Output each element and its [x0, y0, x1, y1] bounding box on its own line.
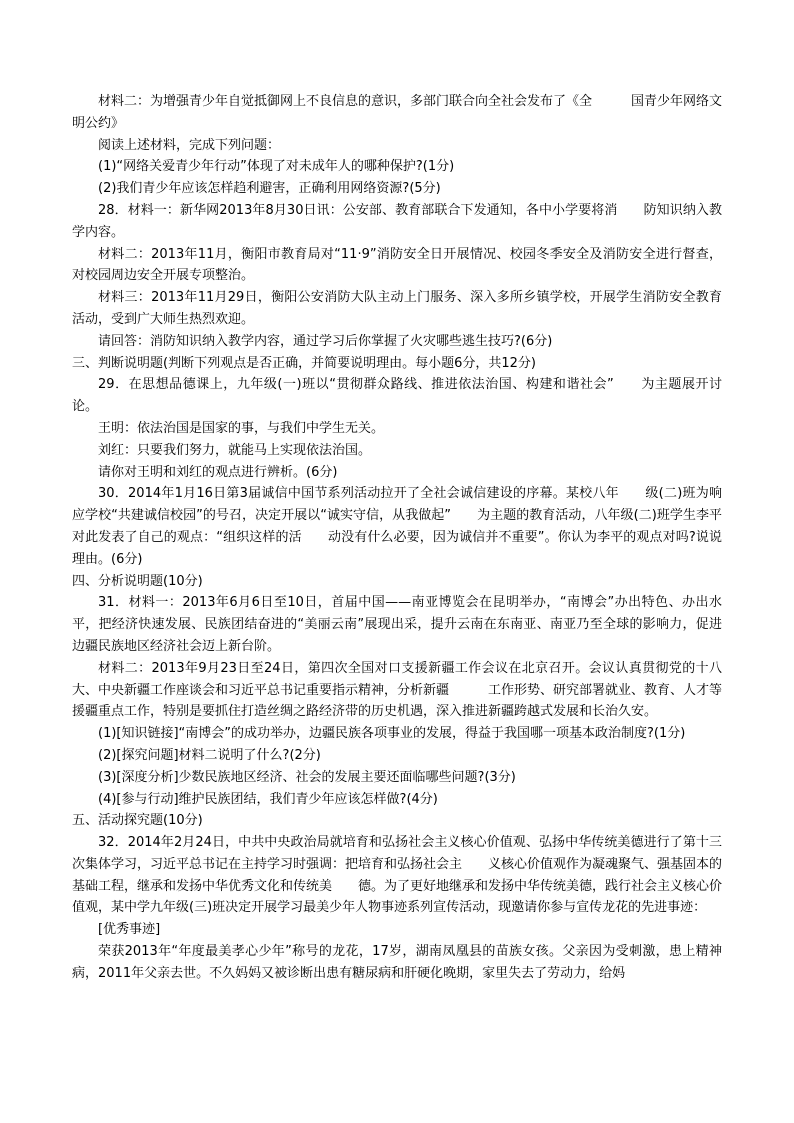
paragraph: 王明：依法治国是国家的事，与我们中学生无关。	[98, 420, 385, 436]
paragraph: (2)[探究问题]材料二说明了什么?(2分)	[98, 747, 321, 763]
paragraph: 材料二：为增强青少年自觉抵御网上不良信息的意识，多部门联合向全社会发布了《全 国青少年网络文明公约》	[72, 94, 723, 131]
paragraph: 荣获2013年“年度最美孝心少年”称号的龙花，17岁，湖南凤凰县的苗族女孩。父亲因为受刺激，患上精神病，2011年父亲去世。不久妈妈又被诊断出患有糖尿病和肝硬化晚期，家里失去了劳动力，给妈	[72, 944, 722, 981]
paragraph: (1)[知识链接]“南博会”的成功举办，边疆民族各项事业的发展，得益于我国哪一项基本政治制度?(1分)	[98, 726, 686, 742]
paragraph: 材料三：2013年11月29日，衡阳公安消防大队主动上门服务、深入多所乡镇学校，开展学生消防安全教育活动，受到广大师生热烈欢迎。	[72, 290, 722, 327]
paragraph: 请回答：消防知识纳入教学内容，通过学习后你掌握了火灾哪些逃生技巧?(6分)	[98, 333, 553, 349]
document-page	[72, 91, 722, 985]
paragraph: 刘红：只要我们努力，就能马上实现依法治国。	[98, 442, 372, 458]
paragraph: 32．2014年2月24日，中共中央政治局就培育和弘扬社会主义核心价值观、弘扬中华传统美德进行了第十三次集体学习，习近平总书记在主持学习时强调：把培育和弘扬社会主 义核心价值观作为凝魂聚气、强基固本的基础工程，继承和发扬中华优秀文化和传统美 德。为了更好地继承和发扬中华传统美德，践行社会主义核心价值观，某中学九年级(三)班决定开展学习最美少年人物事迹系列宣传活动，现邀请你参与宣传龙花的先进事迹：	[72, 835, 723, 916]
section-heading: 四、分析说明题(10分)	[72, 573, 203, 589]
paragraph: (1)“网络关爱青少年行动”体现了对未成年人的哪种保护?(1分)	[98, 159, 455, 175]
paragraph: 材料二：2013年9月23日至24日，第四次全国对口支援新疆工作会议在北京召开。会议认真贯彻党的十八大、中央新疆工作座谈会和习近平总书记重要指示精神，分析新疆 工作形势、研究部署就业、教育、人才等援疆重点工作，特别是要抓住打造丝绸之路经济带的历史机遇，深入推进新疆跨越式发展和长治久安。	[72, 660, 723, 720]
paragraph: [优秀事迹]	[98, 922, 161, 938]
paragraph: 请你对王明和刘红的观点进行辨析。(6分)	[98, 464, 338, 480]
paragraph: 阅读上述材料，完成下列问题：	[98, 137, 281, 153]
paragraph: (2)我们青少年应该怎样趋利避害，正确利用网络资源?(5分)	[98, 181, 441, 197]
paragraph: 31．材料一：2013年6月6日至10日，首届中国——南亚博览会在昆明举办，“南博会”办出特色、办出水平，把经济快速发展、民族团结奋进的“美丽云南”展现出采，提升云南在东南亚、南亚乃至全球的影响力，促进边疆民族地区经济社会迈上新台阶。	[72, 595, 722, 654]
paragraph: 30．2014年1月16日第3届诚信中国节系列活动拉开了全社会诚信建设的序幕。某校八年 级(二)班为响应学校“共建诚信校园”的号召，决定开展以“诚实守信，从我做起” 为主题的教育活动，八年级(二)班学生李平对此发表了自己的观点：“组织这样的活 动没有什么必要，因为诚信并不重要”。你认为李平的观点对吗?说说理由。(6分)	[72, 486, 722, 567]
paragraph: 材料二：2013年11月，衡阳市教育局对“11·9”消防安全日开展情况、校园冬季安全及消防安全进行督查，对校园周边安全开展专项整治。	[72, 246, 722, 284]
paragraph: (4)[参与行动]维护民族团结，我们青少年应该怎样做?(4分)	[98, 791, 438, 807]
paragraph: 28．材料一：新华网2013年8月30日讯：公安部、教育部联合下发通知，各中小学要将消 防知识纳入教学内容。	[72, 202, 722, 240]
section-heading: 五、活动探究题(10分)	[72, 813, 203, 829]
paragraph: 29．在思想品德课上，九年级(一)班以“贯彻群众路线、推进依法治国、构建和谐社会” 为主题展开讨论。	[72, 377, 722, 415]
paragraph: (3)[深度分析]少数民族地区经济、社会的发展主要还面临哪些问题?(3分)	[98, 769, 516, 785]
section-heading: 三、判断说明题(判断下列观点是否正确，并简要说明理由。每小题6分，共12分)	[72, 355, 536, 371]
